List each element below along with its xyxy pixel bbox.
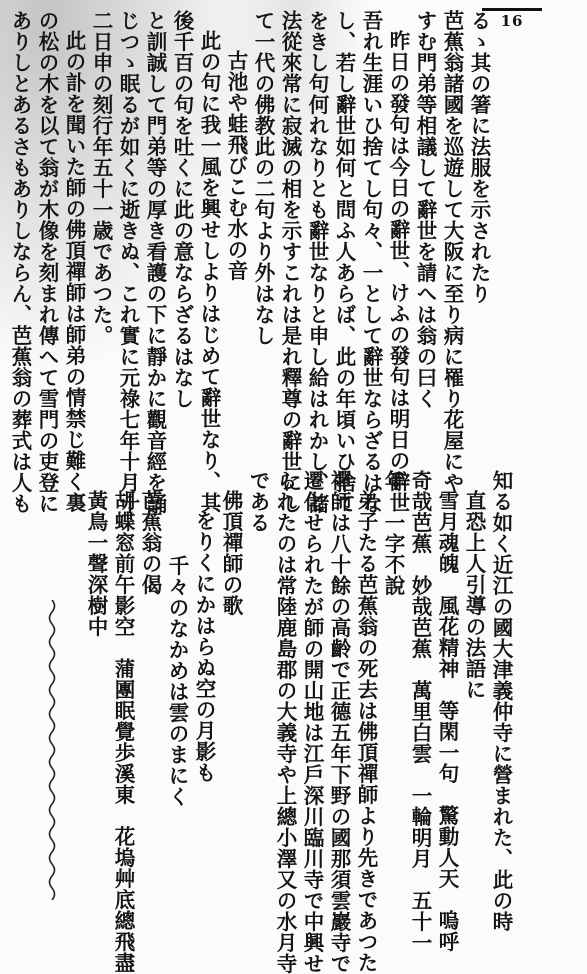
text-line: 直恐上人引導の法語に bbox=[462, 490, 486, 700]
poem-line: 千々のなかめは雲のまにく bbox=[165, 555, 189, 807]
wavy-divider bbox=[46, 600, 58, 900]
page-number: 16 bbox=[482, 8, 542, 31]
text-line: 弟子たる芭蕉翁の死去は佛頂禪師より先きであつた bbox=[354, 490, 378, 973]
text-line: ありしとあるさもありしならん、芭蕉翁の葬式は人も bbox=[8, 10, 32, 514]
text-line: 此の訃を聞いた師の佛頂禪師は師弟の情禁じ難く裏 bbox=[62, 30, 86, 513]
text-line: 此の句に我一風を興せしよりはじめて辭世なり、其 bbox=[197, 30, 221, 513]
text-line: をきし句何れなりとも辭世なりと申し給はれかし、諸 bbox=[305, 10, 329, 514]
text-line: 後千百の句を吐くに此の意ならざるはなし bbox=[170, 10, 194, 409]
text-line: と訓誠して門弟等の厚き看護の下に靜かに觀音經を誦 bbox=[143, 10, 167, 514]
haiku-line: 古池や蛙飛びこむ水の音 bbox=[224, 50, 248, 281]
text-line: じつゝ眠るが如くに逝きぬ、これ實に元祿七年十月十 bbox=[116, 10, 140, 514]
text-line: 芭蕉翁諸國を巡遊して大阪に至り病に罹り花屋にや bbox=[440, 10, 464, 493]
text-line: 吾れ生涯いひ捨てし句々、一として辭世ならざるはな bbox=[359, 10, 383, 514]
verse-line: 黃鳥一聲深樹中 bbox=[84, 490, 108, 637]
text-line: 禪師は八十餘の高齡で正德五年下野の國那須雲巖寺で bbox=[327, 470, 351, 974]
section-heading: 芭蕉翁の偈 bbox=[138, 490, 162, 595]
text-line: すむ門弟等相議して辭世を請へは翁の曰く bbox=[413, 10, 437, 409]
verse-line: 奇哉芭蕉 妙哉芭蕉 萬里白雲 一輪明月 五十一 bbox=[408, 470, 432, 953]
wavy-divider-line bbox=[50, 600, 55, 900]
verse-line: 年 一字不說 bbox=[381, 470, 405, 596]
text-line: 二日申の刻行年五十一歳であつた。 bbox=[89, 10, 113, 346]
text-line: るゝ其の箸に法服を示されたり bbox=[467, 10, 491, 304]
text-line: 知る如く近江の國大津義仲寺に營まれた、此の時 bbox=[489, 470, 513, 932]
text-line: 昨日の發句は今日の辭世、けふの發句は明日の辭世 bbox=[386, 30, 410, 513]
text-line: られたのは常陸鹿島郡の大義寺や上總小澤又の水月寺 bbox=[273, 470, 297, 974]
verse-line: 胡蝶窓前午影空 蒲團眠覺歩溪東 花塢艸底總飛盡 bbox=[111, 490, 135, 973]
text-line: て一代の佛教此の二句より外はなし bbox=[251, 10, 275, 346]
lower-text-block bbox=[82, 470, 514, 974]
text-line: し、若し辭世如何と問ふ人あらば、此の年頃いひ捨て bbox=[332, 10, 356, 514]
text-line: 遷化せられたが師の開山地は江戶深川臨川寺で中興せ bbox=[300, 470, 324, 974]
text-line: の松の木を以て翁が木像を刻まれ傳へて雪門の吏登に bbox=[35, 10, 59, 514]
text-line: 法從來常に寂滅の相を示すこれは是れ釋尊の辭世にし bbox=[278, 10, 302, 514]
text-line: である bbox=[246, 470, 270, 533]
verse-line: 雪月魂魄 風花精神 等閑一句 驚動人天 嗚呼 bbox=[435, 490, 459, 952]
section-heading: 佛頂禪師の歌 bbox=[219, 490, 243, 616]
poem-line: をりくにかはらぬ空の月影も bbox=[192, 510, 216, 783]
